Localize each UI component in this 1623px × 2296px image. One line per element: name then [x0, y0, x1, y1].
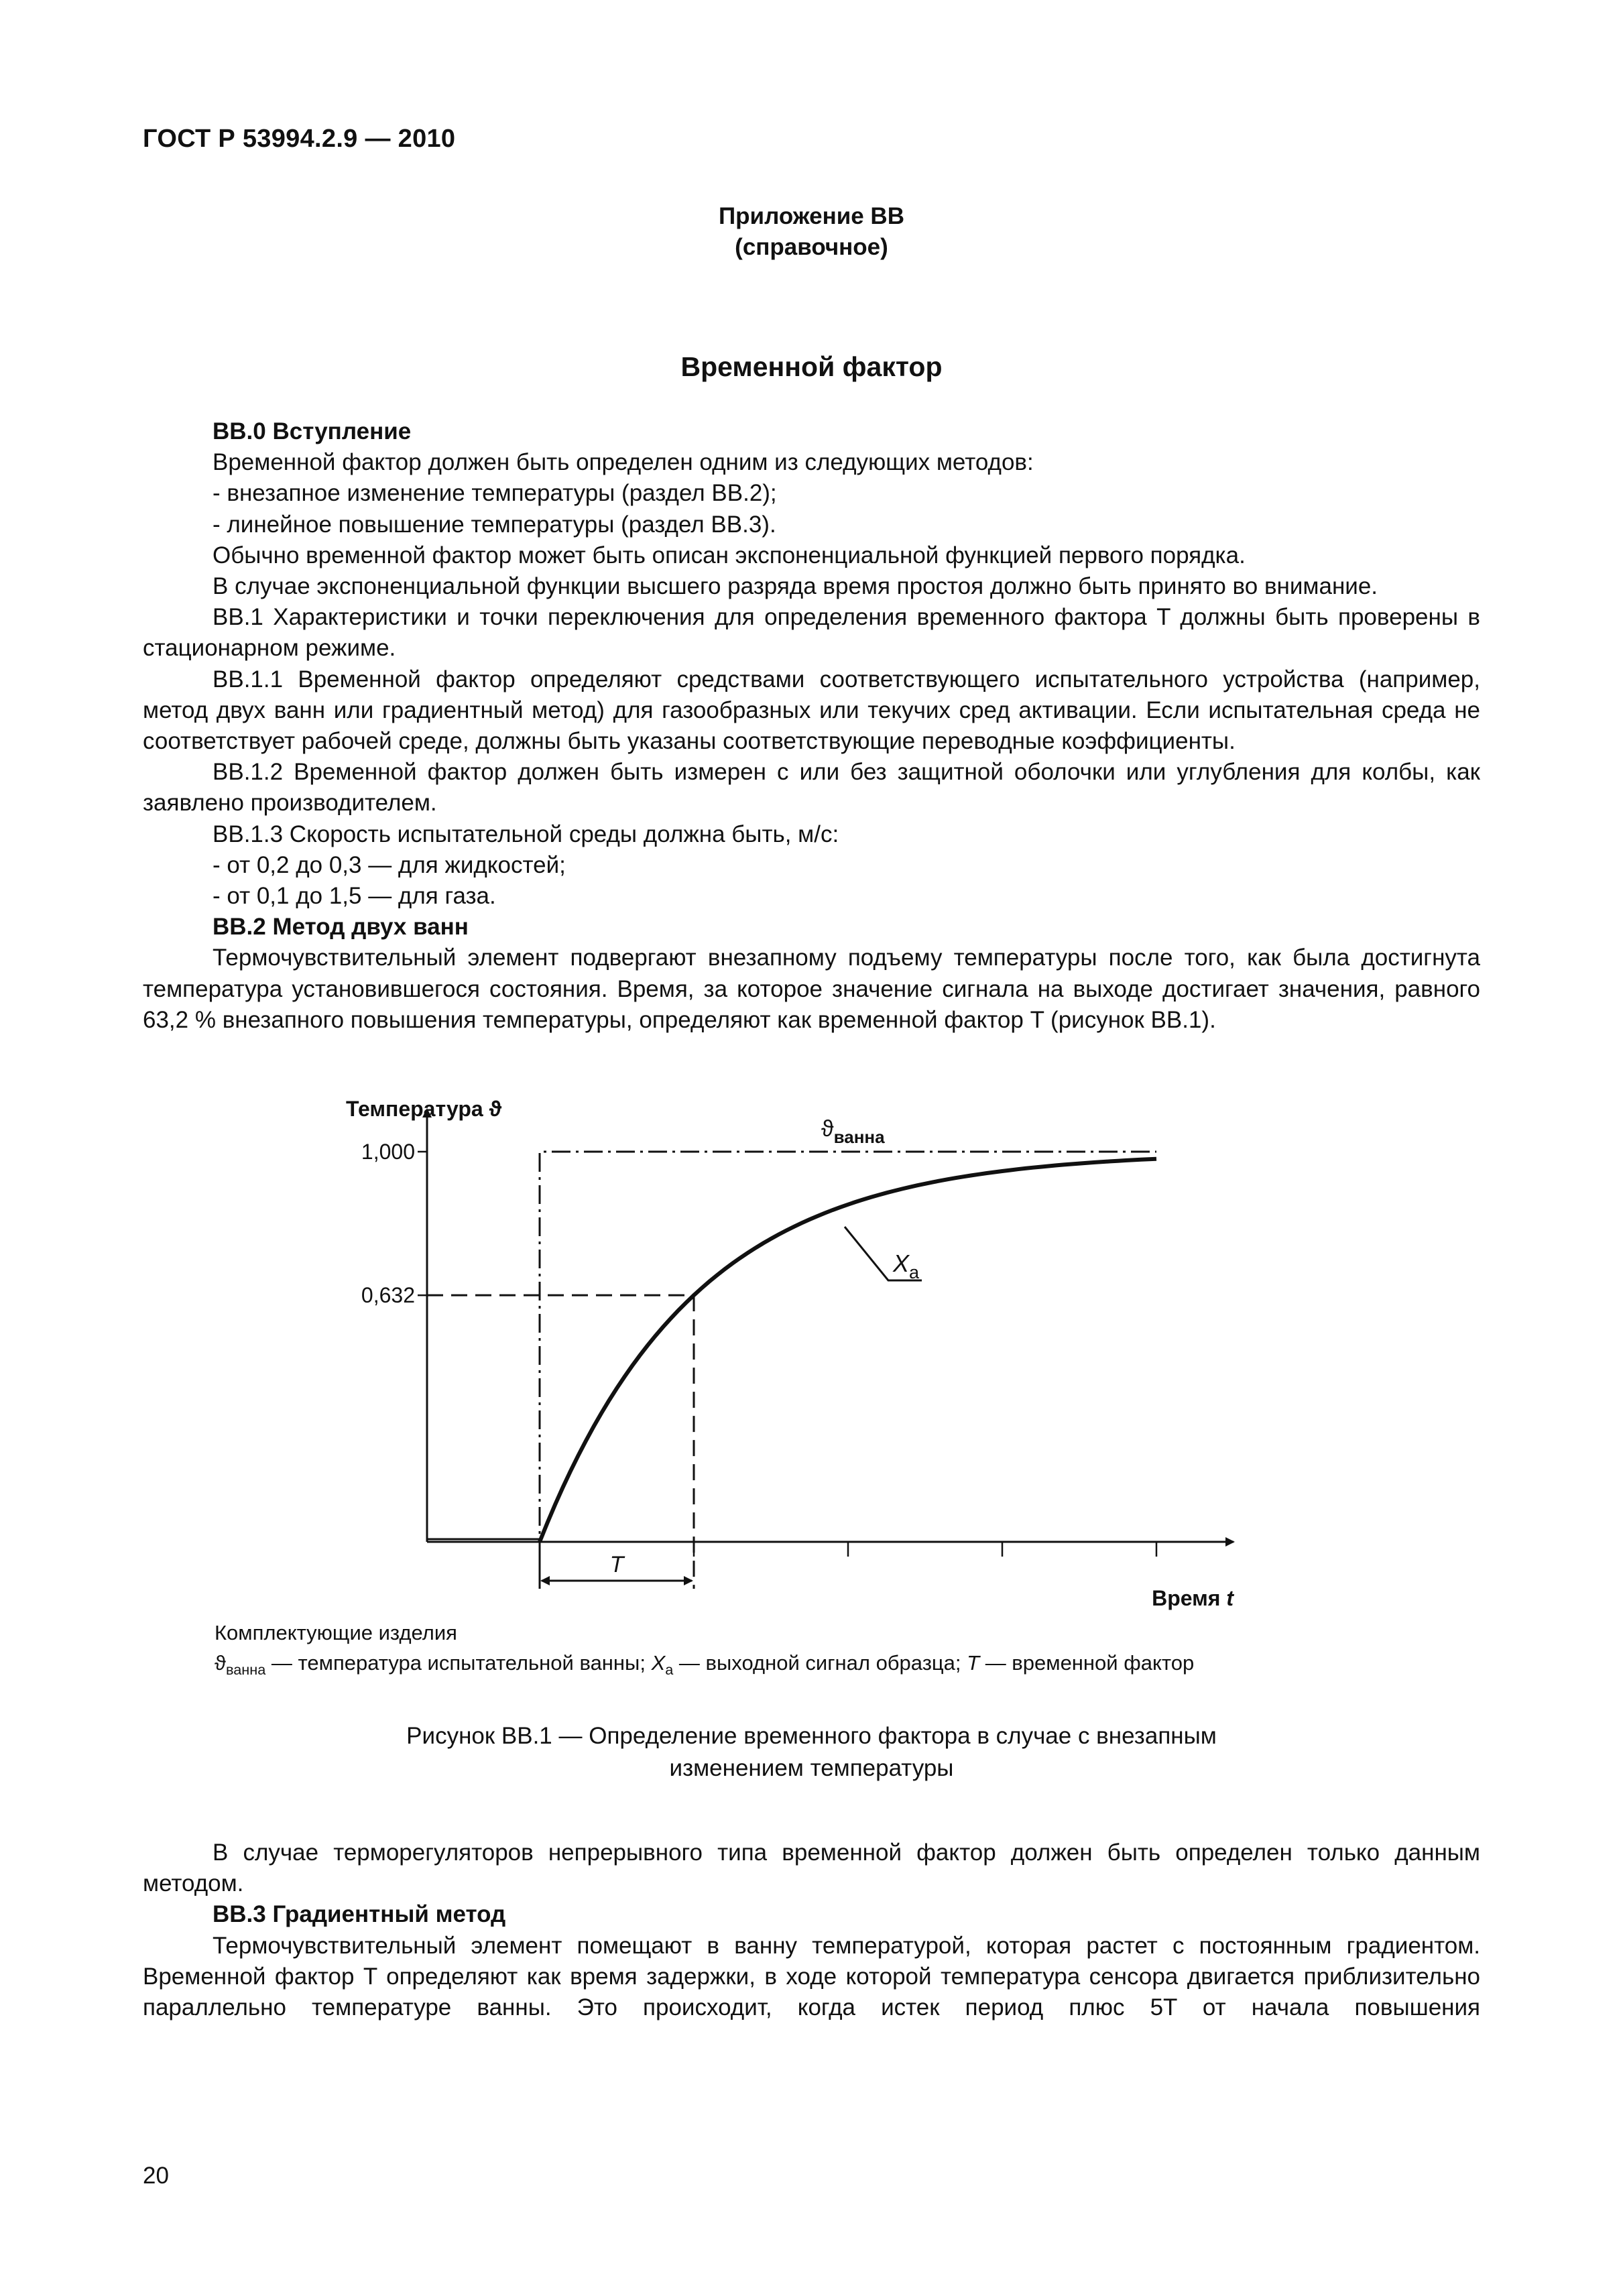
- y-tick-label: 1,000: [361, 1140, 415, 1164]
- legend-x-sub: а: [665, 1661, 674, 1679]
- output-signal-label: $X_а$: [893, 1250, 920, 1282]
- time-constant-label: T: [609, 1552, 624, 1577]
- legend-x: X: [651, 1651, 666, 1675]
- legend-title: Комплектующие изделия: [215, 1621, 457, 1644]
- legend-theta: ϑ: [215, 1651, 226, 1675]
- legend-t: T: [967, 1651, 980, 1675]
- annex-title: Приложение ВВ: [719, 203, 904, 229]
- list-item: - от 0,1 до 1,5 — для газа.: [213, 883, 496, 910]
- figure-bb1: [322, 1076, 1314, 1616]
- annex-subtitle: (справочное): [735, 234, 888, 260]
- paragraph: Временной фактор должен быть определен одним из следующих методов:: [213, 449, 1034, 476]
- caption-line: изменением температуры: [669, 1755, 954, 1781]
- page-number: 20: [143, 2163, 169, 2189]
- paragraph: ВВ.1.2 Временной фактор должен быть измерен с или без защитной оболочки или углубления для колбы, как заявлено производителем.: [143, 759, 1480, 817]
- figure-caption: [0, 1720, 1623, 1785]
- series-output-signal: [540, 1159, 1156, 1542]
- section-title: Временной фактор: [680, 351, 943, 382]
- series-bath-temperature: [427, 1152, 1156, 1542]
- list-item: - от 0,2 до 0,3 — для жидкостей;: [213, 851, 566, 878]
- section-heading: ВВ.0 Вступление: [213, 418, 412, 444]
- time-constant-chart: [322, 1076, 1314, 1612]
- document-id-header: ГОСТ Р 53994.2.9 — 2010: [143, 125, 456, 153]
- y-axis-label: Температура ϑ: [346, 1097, 502, 1121]
- legend-t-desc: — временной фактор: [979, 1651, 1195, 1675]
- paragraph: ВВ.1.1 Временной фактор определяют средствами соответствующего испытательного устройства (например, метод двух ванн или градиентный метод) для газообразных или текучих сред активации. Если испытательная среда не соответствует рабочей среде, должны быть указаны соответствующие переводные коэффициенты.: [143, 666, 1480, 755]
- paragraph: Термочувствительный элемент подвергают внезапному подъему температуры после того, как была достигнута температура установившегося состояния. Время, за которое значение сигнала на выходе достигает значения, равного 63,2 % внезапного повышения температуры, определяют как временной фактор T (рисунок ВВ.1).: [143, 945, 1480, 1033]
- caption-line: Рисунок ВВ.1 — Определение временного фактора в случае с внезапным: [406, 1723, 1217, 1749]
- paragraph: Обычно временной фактор может быть описан экспоненциальной функцией первого порядка.: [213, 542, 1246, 568]
- legend-x-desc: — выходной сигнал образца;: [673, 1651, 967, 1675]
- legend: [215, 1651, 1194, 1679]
- paragraph: ВВ.1 Характеристики и точки переключения для определения временного фактора T должны быть проверены в стационарном режиме.: [143, 604, 1480, 662]
- paragraph: Термочувствительный элемент помещают в ванну температурой, которая растет с постоянным градиентом. Временной фактор T определяют как время задержки, в ходе которой температура сенсора двигается приблизительно параллельно температуре ванны. Это происходит, когда истек период плюс 5T от начала повышения: [143, 1932, 1480, 2021]
- section-heading: ВВ.3 Градиентный метод: [213, 1901, 506, 1928]
- legend-theta-sub: ванна: [225, 1661, 266, 1679]
- paragraph: В случае терморегуляторов непрерывного типа временной фактор должен быть определен только данным методом.: [143, 1839, 1480, 1897]
- paragraph: В случае экспоненциальной функции высшего разряда время простоя должно быть принято во внимание.: [213, 573, 1378, 600]
- paragraph: ВВ.1.3 Скорость испытательной среды должна быть, м/с:: [213, 821, 839, 847]
- list-item: - линейное повышение температуры (раздел ВВ.3).: [213, 511, 776, 538]
- body-text-top: [143, 416, 1480, 1036]
- list-item: - внезапное изменение температуры (раздел ВВ.2);: [213, 480, 777, 507]
- y-tick-label: 0,632: [361, 1283, 415, 1308]
- section-heading: ВВ.2 Метод двух ванн: [213, 914, 469, 941]
- x-axis-label: Время t: [1152, 1586, 1234, 1610]
- legend-theta-desc: — температура испытательной ванны;: [265, 1651, 652, 1675]
- body-text-bottom: [143, 1837, 1480, 2023]
- bath-temperature-label: $ϑ_{ванна}$: [821, 1116, 885, 1147]
